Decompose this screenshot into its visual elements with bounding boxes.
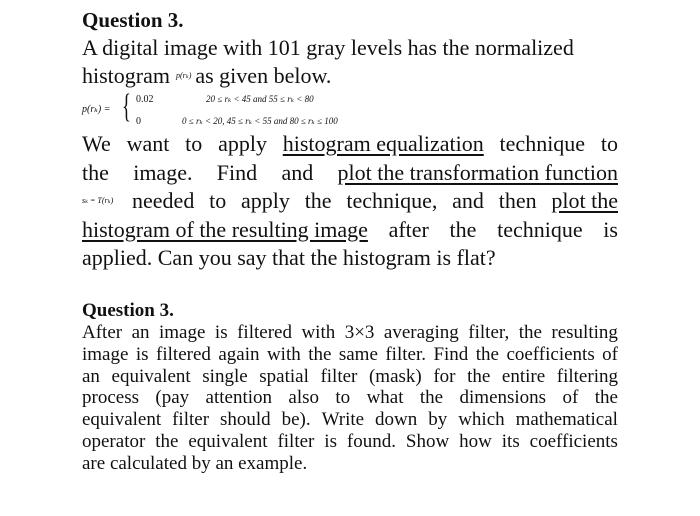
word: spatial (259, 365, 309, 387)
word: an (131, 322, 150, 343)
formula-condition-2: 0 ≤ rₖ < 20, 45 ≤ rₖ < 55 and 80 ≤ rₖ ≤ 100 (182, 116, 338, 126)
word: attention (205, 387, 273, 409)
word: which (458, 409, 505, 431)
word: after (388, 216, 429, 242)
word: of (602, 343, 618, 365)
question-2-title: Question 3. (82, 300, 174, 321)
body-line-4 (82, 216, 618, 245)
word: equivalent (188, 430, 268, 452)
word: Find (216, 159, 258, 185)
word: of (562, 387, 579, 409)
word: We (82, 131, 111, 156)
question-1-title: Question 3. (82, 8, 184, 32)
q2-line-4 (82, 387, 618, 409)
question-1-intro-line-1: A digital image with 101 gray levels has the normalized (82, 35, 574, 60)
word: filter (320, 365, 358, 387)
word: and (452, 188, 484, 213)
underlined-plot-the: plot the (551, 188, 618, 213)
question-1-body (82, 130, 618, 273)
word: the (467, 365, 491, 387)
word: mathematical (515, 409, 618, 431)
word: by (428, 409, 448, 431)
word: the (304, 188, 332, 213)
word: averaging (383, 322, 459, 343)
word: the (475, 343, 499, 365)
body-line-2 (82, 159, 618, 188)
word: same (338, 343, 378, 365)
histogram-symbol: p(rₖ) (176, 71, 192, 80)
q2-line-6 (82, 431, 618, 453)
word: filtered (237, 322, 292, 343)
word: After (82, 322, 123, 343)
word: filter, (468, 322, 510, 343)
word: an (82, 365, 100, 387)
word: Find (433, 343, 469, 365)
word: Write (321, 409, 365, 431)
question-1-intro-line-2 (82, 62, 618, 90)
word: should (219, 409, 271, 431)
word: technique (497, 216, 583, 242)
word: the (518, 322, 542, 343)
intro-text-as-given: as given below. (195, 63, 332, 88)
word: Show (405, 430, 450, 452)
word: operator (82, 430, 146, 452)
body-last-line: applied. Can you say that the histogram is flat? (82, 245, 496, 270)
intro-text-histogram: histogram (82, 63, 170, 88)
word: apply (218, 131, 267, 156)
word: process (82, 387, 139, 409)
word: image. (133, 159, 193, 185)
transformation-symbol: sₖ = T(rₖ) (82, 196, 114, 205)
underlined-histogram-equalization: histogram equalization (282, 131, 484, 156)
word: image (82, 343, 129, 365)
word: with (266, 343, 301, 365)
body-line-1 (82, 130, 618, 159)
word: technique (499, 131, 586, 156)
word: the (419, 387, 444, 409)
word: is (324, 430, 337, 452)
word: 3×3 (344, 322, 375, 343)
word: coefficients (506, 343, 595, 365)
body-line-5 (82, 244, 618, 273)
word: filtering (556, 365, 618, 387)
histogram-formula (82, 88, 522, 132)
word: filter. (385, 343, 426, 365)
word: coefficients (529, 430, 618, 452)
word: to (185, 131, 203, 156)
word: how (459, 430, 492, 452)
word: equivalent (82, 409, 162, 431)
word: and (281, 159, 314, 185)
word: filter (277, 430, 315, 452)
word: its (501, 430, 520, 452)
word: (mask) (368, 365, 422, 387)
word: with (301, 322, 336, 343)
q2-line-1 (82, 322, 618, 344)
underlined-transformation-function: plot the transformation function (337, 159, 618, 185)
word: technique, (346, 188, 438, 213)
word: resulting (551, 322, 618, 343)
underlined-histogram-resulting-image: histogram of the resulting image (82, 216, 368, 242)
question-2-body (82, 322, 618, 475)
word: needed (132, 188, 195, 213)
formula-condition-1: 20 ≤ rₖ < 45 and 55 ≤ rₖ < 80 (206, 94, 314, 104)
word: equivalent (111, 365, 191, 387)
word: dimensions (459, 387, 547, 409)
formula-value-1: 0.02 (136, 94, 154, 105)
word: to (600, 131, 618, 156)
word: what (366, 387, 404, 409)
word: to (209, 188, 227, 213)
word: is (135, 343, 149, 365)
formula-lhs: p(rₖ) = (82, 104, 111, 115)
word: then (498, 188, 537, 213)
word: to (335, 387, 351, 409)
word: the (594, 387, 618, 409)
word: single (202, 365, 248, 387)
q2-line-3 (82, 366, 618, 388)
word: the (82, 159, 109, 185)
word: also (288, 387, 320, 409)
word: filter (172, 409, 210, 431)
word: found. (346, 430, 396, 452)
word: want (126, 131, 170, 156)
word: down (375, 409, 418, 431)
q2-line-5 (82, 409, 618, 431)
word: filtered (156, 343, 211, 365)
word: the (155, 430, 179, 452)
formula-brace: { (122, 88, 131, 125)
word: be). (281, 409, 311, 431)
word: again (218, 343, 260, 365)
word: (pay (155, 387, 190, 409)
word: is (603, 216, 618, 242)
q2-line-7: are calculated by an example. (82, 452, 308, 474)
word: the (308, 343, 332, 365)
word: apply (241, 188, 290, 213)
word: the (449, 216, 477, 242)
q2-line-2 (82, 344, 618, 366)
formula-value-2: 0 (136, 116, 141, 127)
word: for (433, 365, 456, 387)
word: entire (501, 365, 546, 387)
body-line-3 (82, 187, 618, 216)
word: is (214, 322, 228, 343)
word: image (159, 322, 206, 343)
